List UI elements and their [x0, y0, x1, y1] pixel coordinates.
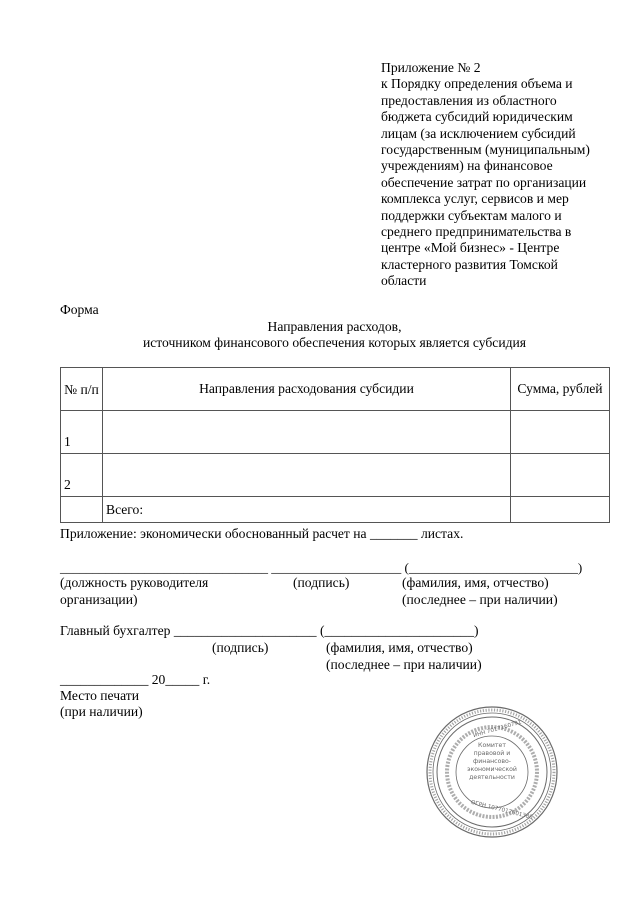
head-name-label-2: (последнее – при наличии) — [402, 592, 558, 607]
accountant-line: Главный бухгалтер _____________________ (______________________) — [60, 623, 479, 638]
appendix-line: государственным (муниципальным) — [381, 142, 590, 158]
row-number: 2 — [61, 454, 103, 497]
head-signature-line: ________________________________ ____________________ (__________________________) — [60, 560, 583, 575]
form-label: Форма — [60, 302, 99, 317]
seal-label-2: (при наличии) — [60, 704, 143, 719]
appendix-line: поддержки субъектам малого и — [381, 207, 562, 223]
header-number: № п/п — [61, 368, 103, 411]
svg-text:правовой и: правовой и — [473, 750, 511, 757]
head-signature-label: (подпись) — [293, 575, 350, 590]
appendix-title: Приложение № 2 — [381, 60, 481, 75]
accountant-name-label-2: (последнее – при наличии) — [326, 657, 482, 672]
appendix-line: кластерного развития Томской — [381, 256, 558, 272]
appendix-line: предоставления из областного — [381, 92, 557, 108]
head-name-label-1: (фамилия, имя, отчество) — [402, 575, 549, 590]
svg-text:экономической: экономической — [467, 766, 517, 773]
expense-table — [60, 367, 610, 523]
table-header-row — [61, 368, 610, 411]
appendix-line: обеспечение затрат по организации — [381, 174, 587, 190]
date-line: _____________ 20_____ г. — [60, 672, 211, 687]
position-label-2: организации) — [60, 592, 138, 607]
header-sum: Сумма, рублей — [511, 368, 610, 411]
total-empty-cell — [61, 497, 103, 523]
appendix-line: учреждениям) на финансовое — [381, 158, 553, 174]
table-total-row — [61, 497, 610, 523]
seal-label-1: Место печати — [60, 688, 139, 703]
appendix-line: к Порядку определения объема и — [381, 76, 573, 92]
row-sum-cell — [511, 411, 610, 454]
attachment-line: Приложение: экономически обоснованный расчет на _______ листах. — [60, 526, 464, 541]
appendix-block — [381, 60, 616, 290]
table-row — [61, 454, 610, 497]
svg-text:ОГРН 1077017001380: ОГРН 1077017001380 — [470, 799, 534, 821]
appendix-line: области — [381, 273, 427, 289]
svg-text:деятельности: деятельности — [469, 774, 515, 781]
svg-text:финансово-: финансово- — [472, 758, 512, 765]
seal-stamp — [425, 705, 559, 839]
heading-line-2: источником финансового обеспечения которых является субсидия — [142, 335, 527, 350]
appendix-line: бюджета субсидий юридическим — [381, 109, 573, 125]
appendix-line: среднего предпринимательства в — [381, 224, 572, 240]
row-number: 1 — [61, 411, 103, 454]
accountant-name-label-1: (фамилия, имя, отчество) — [326, 640, 473, 655]
row-sum-cell — [511, 454, 610, 497]
row-direction-cell — [103, 411, 511, 454]
total-sum-cell — [511, 497, 610, 523]
svg-text:Комитет: Комитет — [478, 742, 506, 749]
accountant-signature-label: (подпись) — [212, 640, 269, 655]
appendix-line: лицам (за исключением субсидий — [381, 125, 576, 141]
table-row — [61, 411, 610, 454]
appendix-line: центре «Мой бизнес» - Центре — [381, 240, 560, 256]
total-label: Всего: — [103, 497, 511, 523]
position-label-1: (должность руководителя — [60, 575, 209, 590]
svg-text:ИНН 7017160791: ИНН 7017160791 — [472, 719, 523, 740]
heading-line-1: Направления расходов, — [267, 319, 402, 334]
row-direction-cell — [103, 454, 511, 497]
header-direction: Направления расходования субсидии — [103, 368, 511, 411]
appendix-line: комплекса услуг, сервисов и мер — [381, 191, 569, 207]
